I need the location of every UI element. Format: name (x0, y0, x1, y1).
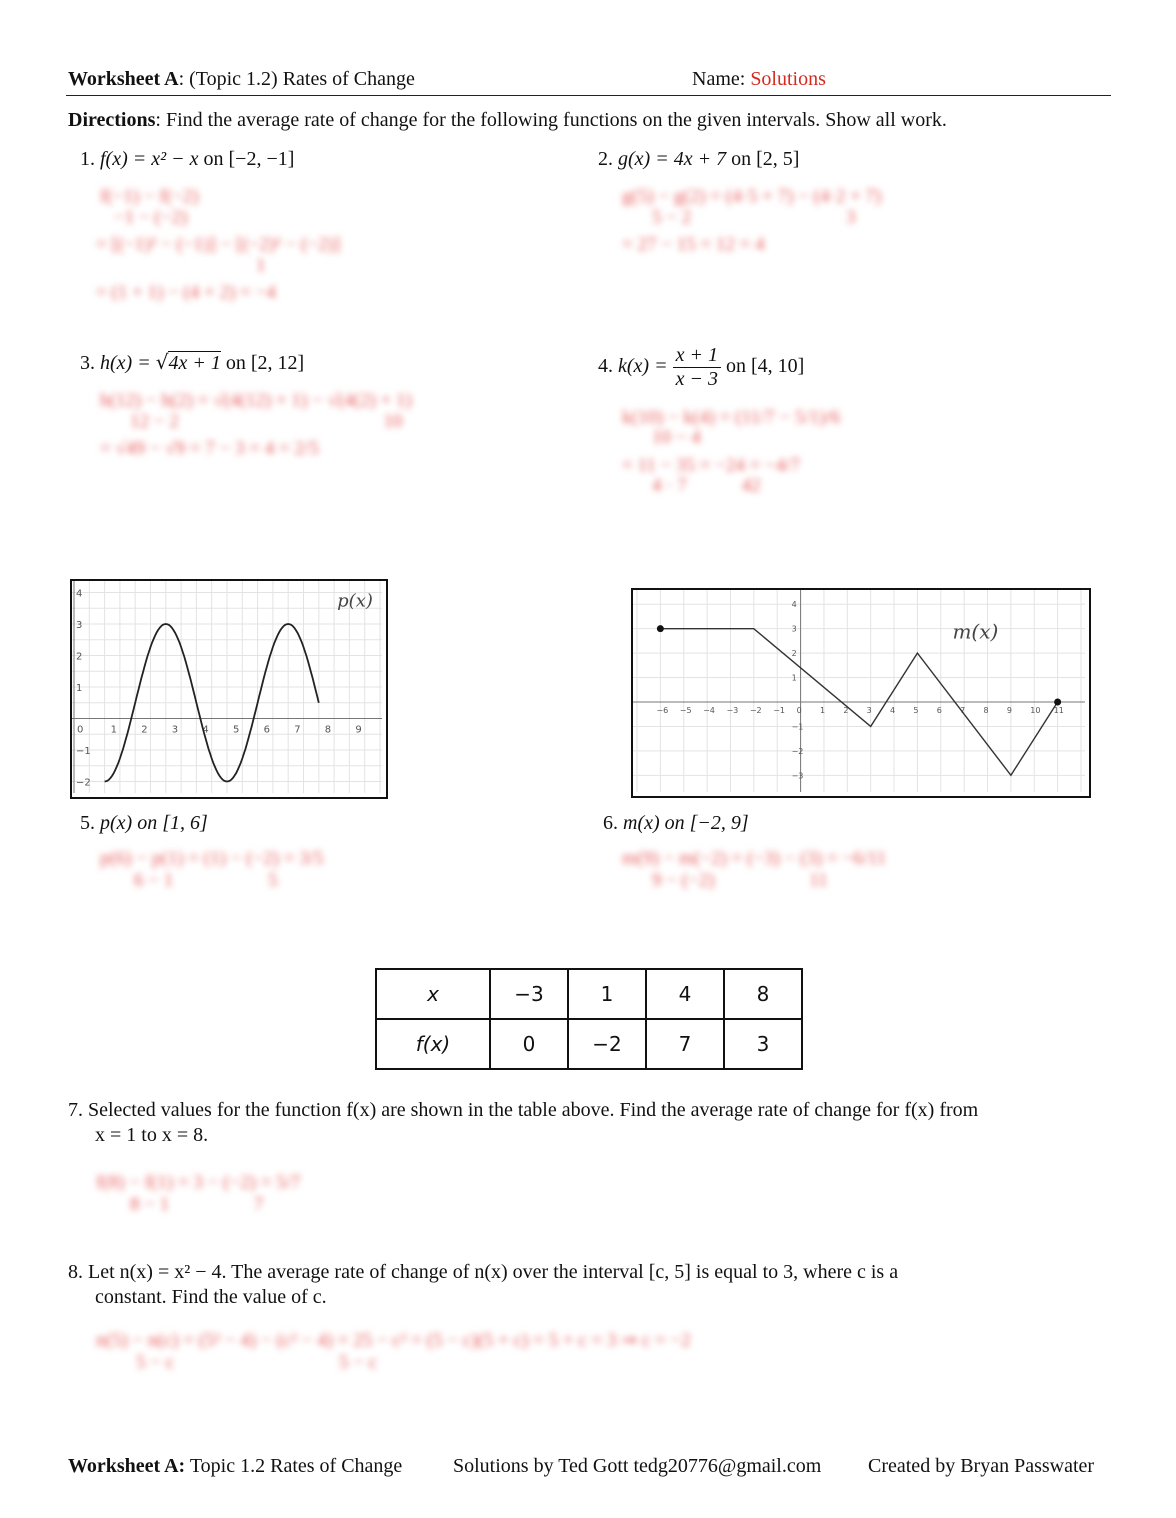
problem-3: 3. h(x) = √4x + 1 on [2, 12] (80, 350, 305, 374)
problem-8 (68, 1261, 898, 1309)
x-tick-label: −5 (679, 706, 692, 715)
x-tick-label: −1 (773, 706, 786, 715)
x-tick-label: 7 (960, 706, 966, 715)
x-tick-label: −6 (656, 706, 669, 715)
x-tick-label: 6 (263, 724, 270, 736)
problem-5 (80, 812, 208, 835)
x-tick-label: 9 (355, 724, 362, 736)
solution-1: f(−1) − f(−2) −1 − (−2) = [(−1)² − (−1)] − [(−2)² − (−2)] 1 = (1 + 1) − (4 + 2) = −4 (96, 186, 341, 303)
footer-left (68, 1455, 402, 1478)
table-cell: 7 (646, 1019, 724, 1069)
problem-1-number: 1. (80, 148, 95, 170)
problem-2 (598, 148, 799, 171)
problem-2-number: 2. (598, 148, 613, 170)
problem-3-radicand: 4x + 1 (168, 352, 221, 374)
problem-8-text: 8. Let n(x) = x² − 4. The average rate of change of n(x) over the interval [c, 5] is equal to 3, where c is a (68, 1261, 899, 1283)
x-tick-label: 3 (866, 706, 872, 715)
problem-6-number: 6. (603, 812, 618, 834)
directions-label: Directions (68, 109, 156, 131)
y-tick-label: −2 (76, 777, 91, 789)
y-tick-label: −3 (791, 771, 804, 781)
x-tick-label: 11 (1053, 706, 1064, 715)
directions (68, 109, 947, 132)
table-cell: −3 (490, 969, 568, 1019)
x-tick-label: −2 (749, 706, 762, 715)
problem-5-number: 5. (80, 812, 95, 834)
worksheet-title (68, 68, 415, 91)
endpoint-dot (1054, 699, 1061, 706)
table-cell: −2 (568, 1019, 646, 1069)
y-tick-label: 2 (76, 651, 83, 663)
x-tick-label: 4 (202, 724, 209, 736)
problem-8-text-2: constant. Find the value of c. (95, 1286, 327, 1308)
problem-6 (603, 812, 749, 835)
x-tick-label: 0 (796, 706, 802, 715)
name-line (692, 68, 826, 91)
solution-7: f(8) − f(1) = 3 − (−2) = 5/7 8 − 1 7 (96, 1172, 301, 1215)
y-tick-label: 1 (76, 683, 83, 694)
table-cell: 1 (568, 969, 646, 1019)
header-rule (66, 95, 1111, 96)
y-tick-label: 3 (791, 624, 797, 634)
footer-author: Created by Bryan Passwater (868, 1455, 1095, 1477)
x-tick-label: 6 (936, 706, 942, 715)
graph-m (631, 588, 1091, 798)
endpoint-dot (657, 625, 664, 632)
table-cell: x (376, 969, 490, 1019)
graph-p (70, 579, 388, 799)
x-tick-label: 9 (1006, 706, 1012, 715)
x-tick-label: 1 (819, 706, 826, 715)
x-tick-label: 5 (233, 724, 240, 736)
table-row (376, 1019, 802, 1069)
y-tick-label: 2 (791, 649, 797, 659)
x-tick-label: 3 (171, 724, 179, 736)
problem-1-function: f(x) = x² − x (100, 148, 199, 170)
problem-2-function: g(x) = 4x + 7 (618, 148, 727, 170)
problem-3-number: 3. (80, 352, 95, 374)
table-row (376, 969, 802, 1019)
problem-3-interval: on [2, 12] (225, 352, 305, 374)
graph-m-label: m(x) (952, 619, 999, 644)
problem-6-text: m(x) on [−2, 9] (623, 812, 749, 834)
table-cell: 3 (724, 1019, 802, 1069)
x-tick-label: 7 (294, 724, 301, 736)
table-cell: 4 (646, 969, 724, 1019)
problem-1 (80, 148, 294, 171)
x-tick-label: −3 (726, 706, 739, 715)
y-tick-label: −1 (76, 746, 91, 758)
x-tick-label: 8 (324, 724, 332, 736)
footer-credit: Solutions by Ted Gott tedg20776@gmail.com (453, 1455, 822, 1477)
solution-4: k(10) − k(4) = (11/7 − 5/1)/6 10 − 4 = 11 − 35 = −24 = −4/7 4 · 7 42 (622, 407, 841, 496)
solution-8: n(5) − n(c) = (5² − 4) − (c² − 4) = 25 − c² = (5 − c)(5 + c) = 5 + c = 3 ⇒ c = −2 5 − c 5 − c (96, 1330, 691, 1373)
y-tick-label: −2 (791, 746, 804, 756)
problem-2-interval: on [2, 5] (731, 148, 800, 170)
fraction-denominator: x − 3 (675, 368, 718, 390)
x-tick-label: 10 (1030, 706, 1041, 715)
x-tick-label: 0 (77, 724, 84, 736)
problem-7-text: 7. Selected values for the function f(x) are shown in the table above. Find the average rate of change for f(x) from (68, 1099, 979, 1121)
title-bold: Worksheet A (68, 68, 179, 90)
problem-3-function: h(x) = (100, 352, 156, 374)
title-rest: : (Topic 1.2) Rates of Change (178, 68, 415, 90)
y-tick-label: 4 (76, 588, 83, 600)
y-tick-label: 3 (76, 619, 83, 631)
problem-7-text-2: x = 1 to x = 8. (95, 1124, 209, 1146)
fraction-numerator: x + 1 (673, 344, 721, 368)
footer-title: Worksheet A: (68, 1455, 186, 1477)
problem-4 (598, 344, 804, 391)
x-tick-label: 8 (983, 706, 989, 715)
name-value: Solutions (750, 68, 826, 90)
solution-6: m(9) − m(−2) = (−3) − (3) = −6/11 9 − (−2) 11 (622, 848, 887, 891)
x-tick-label: 1 (110, 724, 117, 736)
problem-4-interval: on [4, 10] (725, 355, 805, 378)
values-table (375, 968, 803, 1070)
x-tick-label: 2 (141, 724, 148, 736)
footer-topic: Topic 1.2 Rates of Change (185, 1455, 403, 1477)
y-tick-label: 4 (791, 600, 797, 610)
problem-4-number: 4. (598, 355, 613, 378)
problem-7 (68, 1099, 978, 1147)
problem-5-text: p(x) on [1, 6] (100, 812, 208, 834)
table-cell: 0 (490, 1019, 568, 1069)
x-tick-label: 2 (843, 706, 849, 715)
x-tick-label: −4 (703, 706, 715, 715)
solution-3: h(12) − h(2) = √(4(12) + 1) − √(4(2) + 1) 12 − 2 10 = √49 − √9 = 7 − 3 = 4 = 2/5 (100, 390, 412, 459)
x-tick-label: 4 (890, 706, 896, 715)
table-cell: 8 (724, 969, 802, 1019)
directions-text: : Find the average rate of change for the following functions on the given intervals. Show all work. (155, 109, 947, 131)
problem-4-function: k(x) = (618, 355, 668, 378)
table-cell: f(x) (376, 1019, 490, 1069)
y-tick-label: −1 (791, 722, 804, 732)
y-tick-label: 1 (791, 673, 797, 683)
solution-5: p(6) − p(1) = (1) − (−2) = 3/5 6 − 1 5 (100, 848, 324, 891)
x-tick-label: 5 (913, 706, 919, 715)
name-label: Name: (692, 68, 751, 90)
graph-p-label: p(x) (337, 590, 373, 612)
problem-1-interval: on [−2, −1] (203, 148, 295, 170)
problem-4-fraction (673, 344, 721, 391)
solution-2: g(5) − g(2) = (4·5 + 7) − (4·2 + 7) 5 − 2 3 = 27 − 15 = 12 = 4 (622, 186, 882, 255)
